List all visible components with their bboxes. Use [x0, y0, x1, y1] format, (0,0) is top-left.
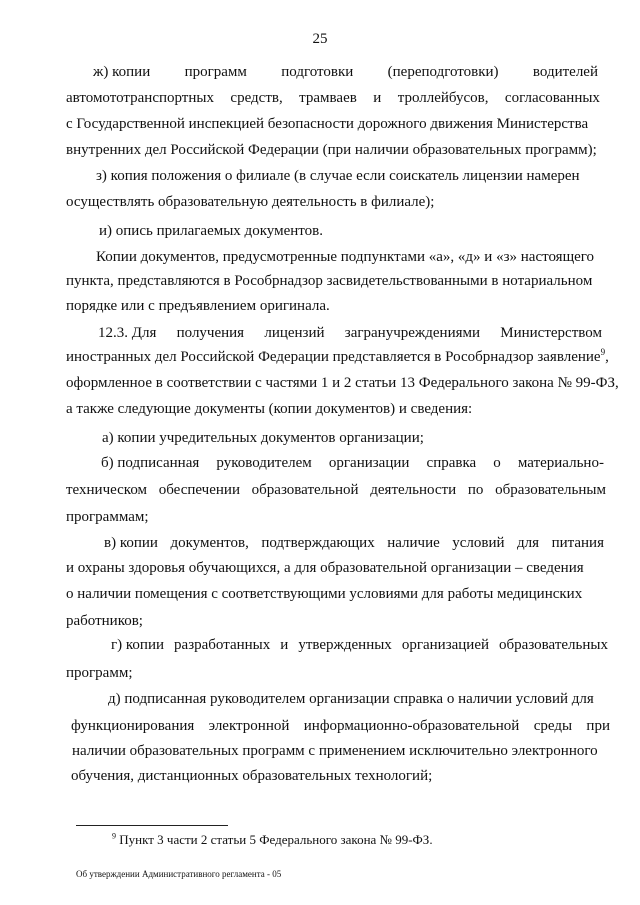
text-segment: и: [373, 90, 382, 106]
text-line: [66, 141, 597, 159]
text-segment: средств,: [230, 90, 283, 106]
text-segment: внутренних дел Российской Федерации (при наличии образовательных программ);: [66, 142, 597, 158]
text-line: [66, 89, 600, 107]
footnote-reference: 9: [600, 347, 606, 357]
footnote-divider: [76, 825, 228, 826]
text-segment: для: [517, 535, 540, 551]
text-segment: условий: [452, 535, 505, 551]
text-segment: ,: [605, 349, 609, 365]
text-segment: техническом: [66, 482, 148, 498]
text-segment: программ;: [66, 665, 133, 681]
text-segment: з) копия положения о филиале (в случае если соискатель лицензии намерен: [96, 168, 580, 184]
text-line: [71, 767, 432, 785]
text-segment: информационно-образовательной: [303, 718, 520, 734]
text-segment: пункта, представляются в Рособрнадзор засвидетельствованными в нотариальном: [66, 273, 593, 289]
text-segment: автомототранспортных: [66, 90, 214, 106]
text-segment: г) копии: [111, 637, 165, 653]
text-segment: организации: [328, 455, 410, 471]
text-line: [101, 454, 604, 472]
text-segment: обеспечении: [158, 482, 240, 498]
text-segment: по: [467, 482, 484, 498]
text-segment: с Государственной инспекцией безопасности дорожного движения Министерства: [66, 116, 589, 132]
text-segment: Копии документов, предусмотренные подпунктами «а», «д» и «з» настоящего: [96, 249, 595, 265]
text-line: [98, 324, 602, 342]
text-line: [66, 559, 584, 577]
text-segment: справка: [426, 455, 477, 471]
text-segment: организацией: [401, 637, 490, 653]
text-line: [66, 585, 582, 603]
text-line: [96, 248, 594, 266]
text-line: [93, 63, 598, 81]
text-segment: д) подписанная руководителем организации справка о наличии условий для: [108, 691, 594, 707]
text-line: [66, 481, 606, 499]
text-line: [66, 508, 149, 526]
text-line: [66, 272, 592, 290]
text-segment: а) копии учредительных документов организации;: [102, 430, 424, 446]
text-segment: троллейбусов,: [397, 90, 489, 106]
text-segment: материально-: [517, 455, 604, 471]
text-segment: оформленное в соответствии с частями 1 и 2 статьи 13 Федерального закона № 99-ФЗ,: [66, 375, 619, 391]
text-line: [66, 400, 472, 418]
text-segment: утвержденных: [298, 637, 392, 653]
text-segment: подготовки: [281, 64, 354, 80]
text-segment: о: [493, 455, 501, 471]
text-segment: функционирования: [71, 718, 195, 734]
text-line: [66, 374, 619, 392]
text-line: [66, 612, 143, 630]
text-segment: наличии образовательных программ с применением исключительно электронного: [72, 743, 598, 759]
text-segment: (переподготовки): [387, 64, 499, 80]
text-line: [111, 636, 608, 654]
text-segment: образовательной: [251, 482, 359, 498]
text-segment: ж) копии: [93, 64, 151, 80]
text-segment: подтверждающих: [261, 535, 375, 551]
text-segment: согласованных: [504, 90, 600, 106]
text-line: [102, 429, 424, 447]
text-segment: и охраны здоровья обучающихся, а для образовательной организации – сведения: [66, 560, 584, 576]
text-segment: осуществлять образовательную деятельность в филиале);: [66, 194, 435, 210]
text-line: [66, 115, 588, 133]
document-footer: Об утверждении Административного регламента - 05: [76, 869, 282, 879]
text-segment: 12.3. Для: [98, 325, 157, 341]
text-segment: питания: [551, 535, 604, 551]
text-segment: трамваев: [299, 90, 357, 106]
text-line: [108, 690, 594, 708]
text-segment: порядке или с предъявлением оригинала.: [66, 298, 330, 314]
text-segment: водителей: [532, 64, 598, 80]
text-segment: программам;: [66, 509, 149, 525]
text-segment: обучения, дистанционных образовательных технологий;: [71, 768, 433, 784]
footnote-number: 9: [112, 831, 116, 841]
text-segment: лицензий: [264, 325, 325, 341]
text-segment: Министерством: [500, 325, 602, 341]
page-number: 25: [312, 31, 328, 47]
text-line: [66, 193, 434, 211]
text-segment: образовательных: [499, 637, 608, 653]
footnote-text: Пункт 3 части 2 статьи 5 Федерального закона № 99-ФЗ.: [119, 832, 433, 847]
text-segment: наличие: [387, 535, 440, 551]
text-line: [71, 717, 610, 735]
text-segment: б) подписанная: [101, 455, 200, 471]
text-segment: и) опись прилагаемых документов.: [99, 223, 323, 239]
text-segment: при: [586, 718, 610, 734]
text-segment: о наличии помещения с соответствующими условиями для работы медицинских: [66, 586, 583, 602]
text-segment: образовательным: [495, 482, 606, 498]
footnote: [112, 832, 433, 848]
text-segment: и: [280, 637, 289, 653]
text-segment: деятельности: [370, 482, 457, 498]
text-segment: руководителем: [216, 455, 312, 471]
text-segment: разработанных: [174, 637, 271, 653]
text-line: [104, 534, 604, 552]
text-segment: получения: [176, 325, 245, 341]
text-line: [96, 167, 580, 185]
text-segment: а также следующие документы (копии документов) и сведения:: [66, 401, 473, 417]
text-segment: среды: [533, 718, 573, 734]
text-segment: документов,: [170, 535, 249, 551]
text-segment: электронной: [208, 718, 290, 734]
text-line: [66, 297, 330, 315]
text-segment: в) копии: [104, 535, 158, 551]
text-line: [66, 348, 609, 366]
text-segment: программ: [184, 64, 247, 80]
text-segment: загранучреждениями: [344, 325, 481, 341]
text-line: [66, 664, 133, 682]
text-segment: иностранных дел Российской Федерации представляется в Рособрнадзор заявление: [66, 349, 601, 365]
text-segment: работников;: [66, 613, 143, 629]
text-line: [99, 222, 323, 240]
text-line: [72, 742, 598, 760]
